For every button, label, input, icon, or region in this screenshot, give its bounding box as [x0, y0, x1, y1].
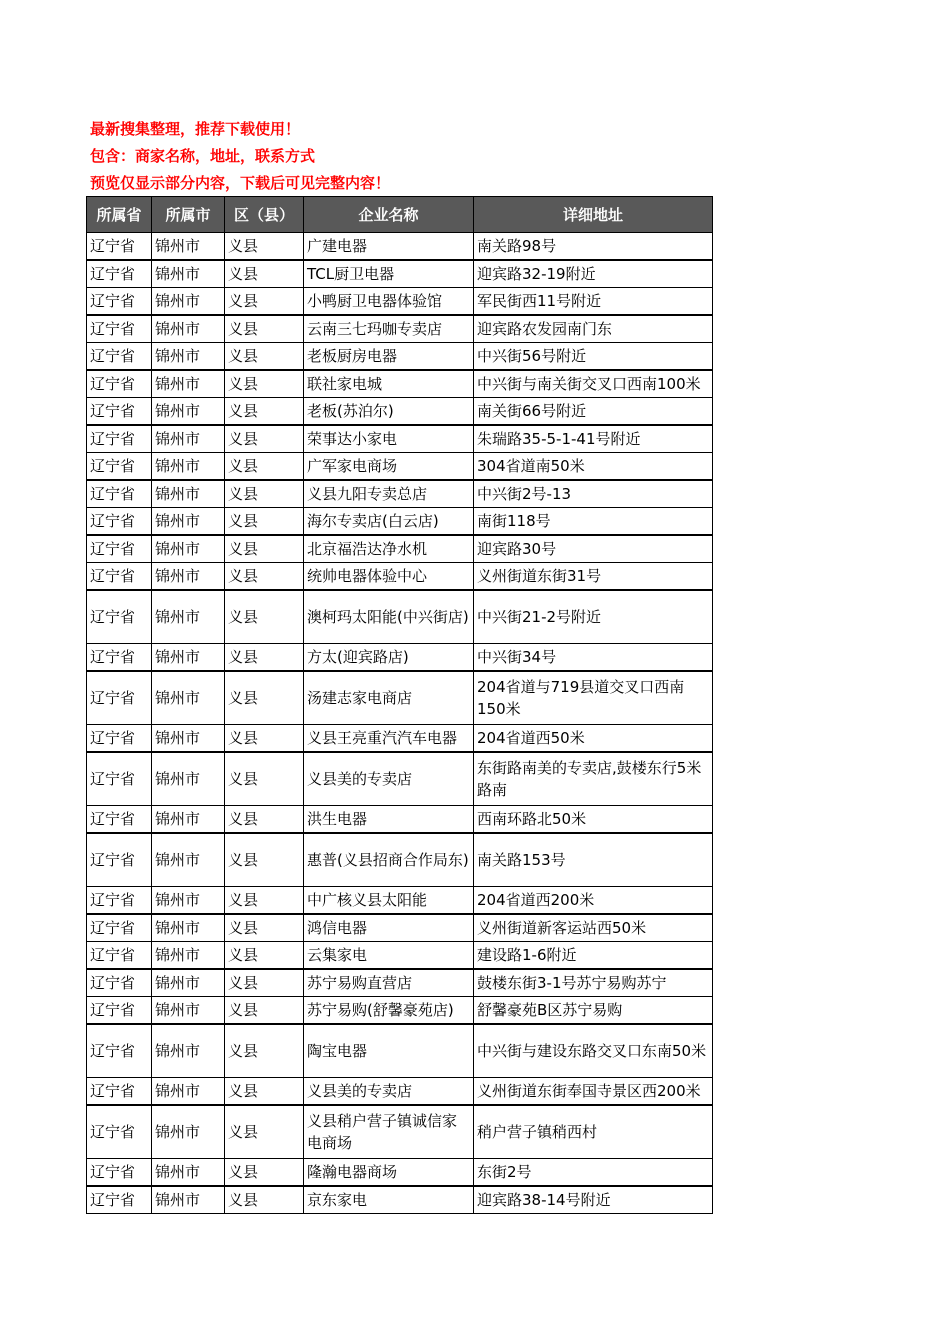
cell-address: 舒馨豪苑B区苏宁易购	[474, 997, 713, 1025]
table-header-row	[87, 197, 713, 233]
cell-address: 中兴街与南关街交叉口西南100米	[474, 370, 713, 398]
cell-city: 锦州市	[152, 288, 225, 316]
cell-district: 义县	[225, 671, 304, 725]
cell-province: 辽宁省	[87, 1105, 152, 1159]
cell-district: 义县	[225, 997, 304, 1025]
cell-province: 辽宁省	[87, 887, 152, 915]
header-company-name: 企业名称	[304, 197, 474, 233]
cell-district: 义县	[225, 480, 304, 508]
cell-company-name: 义县九阳专卖总店	[304, 480, 474, 508]
cell-province: 辽宁省	[87, 725, 152, 753]
cell-city: 锦州市	[152, 233, 225, 261]
cell-province: 辽宁省	[87, 942, 152, 970]
cell-company-name: 荣事达小家电	[304, 425, 474, 453]
cell-province: 辽宁省	[87, 535, 152, 563]
cell-address: 南关路98号	[474, 233, 713, 261]
cell-province: 辽宁省	[87, 1159, 152, 1187]
cell-province: 辽宁省	[87, 914, 152, 942]
table-row	[87, 1105, 713, 1159]
cell-district: 义县	[225, 1159, 304, 1187]
cell-company-name: 义县美的专卖店	[304, 1078, 474, 1106]
cell-address: 义州街道新客运站西50米	[474, 914, 713, 942]
cell-district: 义县	[225, 535, 304, 563]
cell-city: 锦州市	[152, 590, 225, 644]
table-row	[87, 398, 713, 426]
cell-province: 辽宁省	[87, 260, 152, 288]
notice-line-3: 预览仅显示部分内容，下载后可见完整内容！	[90, 174, 391, 192]
cell-district: 义县	[225, 725, 304, 753]
cell-province: 辽宁省	[87, 508, 152, 536]
cell-province: 辽宁省	[87, 480, 152, 508]
table-row	[87, 233, 713, 261]
cell-address: 南关街66号附近	[474, 398, 713, 426]
cell-company-name: 联社家电城	[304, 370, 474, 398]
cell-district: 义县	[225, 398, 304, 426]
table-row	[87, 725, 713, 753]
cell-address: 南关路153号	[474, 833, 713, 887]
cell-district: 义县	[225, 1105, 304, 1159]
cell-district: 义县	[225, 942, 304, 970]
table-row	[87, 343, 713, 371]
cell-province: 辽宁省	[87, 833, 152, 887]
cell-company-name: 澳柯玛太阳能(中兴街店)	[304, 590, 474, 644]
cell-company-name: 云南三七玛咖专卖店	[304, 315, 474, 343]
cell-district: 义县	[225, 288, 304, 316]
cell-company-name: 隆瀚电器商场	[304, 1159, 474, 1187]
table-row	[87, 1024, 713, 1078]
cell-province: 辽宁省	[87, 425, 152, 453]
cell-city: 锦州市	[152, 398, 225, 426]
cell-address: 中兴街2号-13	[474, 480, 713, 508]
header-city: 所属市	[152, 197, 225, 233]
cell-city: 锦州市	[152, 725, 225, 753]
cell-province: 辽宁省	[87, 398, 152, 426]
cell-province: 辽宁省	[87, 969, 152, 997]
cell-address: 义州街道东街奉国寺景区西200米	[474, 1078, 713, 1106]
cell-city: 锦州市	[152, 997, 225, 1025]
cell-address: 中兴街34号	[474, 644, 713, 672]
cell-province: 辽宁省	[87, 563, 152, 591]
cell-city: 锦州市	[152, 1159, 225, 1187]
table-row	[87, 590, 713, 644]
cell-district: 义县	[225, 233, 304, 261]
table-row	[87, 997, 713, 1025]
table-row	[87, 752, 713, 806]
cell-company-name: 鸿信电器	[304, 914, 474, 942]
cell-district: 义县	[225, 1024, 304, 1078]
cell-city: 锦州市	[152, 914, 225, 942]
cell-district: 义县	[225, 914, 304, 942]
cell-district: 义县	[225, 343, 304, 371]
cell-company-name: 义县稍户营子镇诚信家电商场	[304, 1105, 474, 1159]
cell-district: 义县	[225, 806, 304, 834]
cell-company-name: TCL厨卫电器	[304, 260, 474, 288]
cell-company-name: 义县王亮重汽汽车电器	[304, 725, 474, 753]
cell-province: 辽宁省	[87, 997, 152, 1025]
cell-city: 锦州市	[152, 671, 225, 725]
table-body	[87, 233, 713, 1214]
cell-company-name: 京东家电	[304, 1186, 474, 1214]
cell-company-name: 苏宁易购(舒馨豪苑店)	[304, 997, 474, 1025]
cell-district: 义县	[225, 315, 304, 343]
table-row	[87, 969, 713, 997]
cell-district: 义县	[225, 1078, 304, 1106]
table-row	[87, 508, 713, 536]
cell-city: 锦州市	[152, 1105, 225, 1159]
cell-address: 迎宾路38-14号附近	[474, 1186, 713, 1214]
cell-city: 锦州市	[152, 480, 225, 508]
cell-city: 锦州市	[152, 887, 225, 915]
table-row	[87, 914, 713, 942]
cell-district: 义县	[225, 752, 304, 806]
cell-district: 义县	[225, 425, 304, 453]
cell-district: 义县	[225, 563, 304, 591]
cell-address: 西南环路北50米	[474, 806, 713, 834]
cell-city: 锦州市	[152, 969, 225, 997]
cell-company-name: 汤建志家电商店	[304, 671, 474, 725]
cell-address: 204省道西50米	[474, 725, 713, 753]
download-notice	[90, 116, 390, 197]
cell-company-name: 陶宝电器	[304, 1024, 474, 1078]
table-row	[87, 1078, 713, 1106]
table-row	[87, 315, 713, 343]
cell-address: 鼓楼东街3-1号苏宁易购苏宁	[474, 969, 713, 997]
cell-city: 锦州市	[152, 535, 225, 563]
cell-province: 辽宁省	[87, 370, 152, 398]
cell-district: 义县	[225, 644, 304, 672]
table-row	[87, 480, 713, 508]
cell-city: 锦州市	[152, 315, 225, 343]
cell-district: 义县	[225, 590, 304, 644]
cell-city: 锦州市	[152, 260, 225, 288]
cell-city: 锦州市	[152, 425, 225, 453]
cell-company-name: 苏宁易购直营店	[304, 969, 474, 997]
cell-city: 锦州市	[152, 508, 225, 536]
cell-address: 304省道南50米	[474, 453, 713, 481]
cell-province: 辽宁省	[87, 752, 152, 806]
cell-city: 锦州市	[152, 942, 225, 970]
cell-province: 辽宁省	[87, 671, 152, 725]
cell-province: 辽宁省	[87, 1186, 152, 1214]
cell-city: 锦州市	[152, 370, 225, 398]
table-row	[87, 288, 713, 316]
cell-address: 义州街道东街31号	[474, 563, 713, 591]
cell-city: 锦州市	[152, 806, 225, 834]
cell-address: 迎宾路32-19附近	[474, 260, 713, 288]
cell-district: 义县	[225, 1186, 304, 1214]
table-row	[87, 425, 713, 453]
cell-company-name: 洪生电器	[304, 806, 474, 834]
notice-line-2: 包含：商家名称，地址，联系方式	[90, 147, 316, 165]
table-row	[87, 370, 713, 398]
cell-company-name: 中广核义县太阳能	[304, 887, 474, 915]
table-row	[87, 1159, 713, 1187]
table-row	[87, 806, 713, 834]
cell-company-name: 老板(苏泊尔)	[304, 398, 474, 426]
cell-company-name: 惠普(义县招商合作局东)	[304, 833, 474, 887]
table-row	[87, 563, 713, 591]
cell-city: 锦州市	[152, 833, 225, 887]
cell-address: 建设路1-6附近	[474, 942, 713, 970]
table-row	[87, 260, 713, 288]
cell-address: 稍户营子镇稍西村	[474, 1105, 713, 1159]
cell-district: 义县	[225, 887, 304, 915]
cell-province: 辽宁省	[87, 233, 152, 261]
table-row	[87, 644, 713, 672]
cell-city: 锦州市	[152, 343, 225, 371]
merchant-table	[86, 196, 713, 1214]
cell-company-name: 广军家电商场	[304, 453, 474, 481]
table-row	[87, 453, 713, 481]
cell-province: 辽宁省	[87, 288, 152, 316]
cell-company-name: 北京福浩达净水机	[304, 535, 474, 563]
cell-province: 辽宁省	[87, 806, 152, 834]
cell-address: 中兴街与建设东路交叉口东南50米	[474, 1024, 713, 1078]
cell-province: 辽宁省	[87, 453, 152, 481]
cell-province: 辽宁省	[87, 1078, 152, 1106]
cell-address: 东街2号	[474, 1159, 713, 1187]
cell-address: 军民街西11号附近	[474, 288, 713, 316]
cell-company-name: 云集家电	[304, 942, 474, 970]
cell-address: 204省道与719县道交叉口西南150米	[474, 671, 713, 725]
cell-district: 义县	[225, 453, 304, 481]
cell-address: 中兴街56号附近	[474, 343, 713, 371]
cell-company-name: 方太(迎宾路店)	[304, 644, 474, 672]
notice-line-1: 最新搜集整理，推荐下载使用！	[90, 120, 301, 138]
cell-company-name: 海尔专卖店(白云店)	[304, 508, 474, 536]
cell-address: 东街路南美的专卖店,鼓楼东行5米路南	[474, 752, 713, 806]
cell-city: 锦州市	[152, 1186, 225, 1214]
cell-company-name: 广建电器	[304, 233, 474, 261]
cell-city: 锦州市	[152, 563, 225, 591]
table-row	[87, 942, 713, 970]
cell-address: 中兴街21-2号附近	[474, 590, 713, 644]
table-row	[87, 887, 713, 915]
header-district: 区（县）	[225, 197, 304, 233]
cell-province: 辽宁省	[87, 1024, 152, 1078]
cell-address: 迎宾路30号	[474, 535, 713, 563]
header-address: 详细地址	[474, 197, 713, 233]
cell-province: 辽宁省	[87, 590, 152, 644]
cell-province: 辽宁省	[87, 343, 152, 371]
cell-address: 南街118号	[474, 508, 713, 536]
header-province: 所属省	[87, 197, 152, 233]
cell-address: 迎宾路农发园南门东	[474, 315, 713, 343]
cell-province: 辽宁省	[87, 644, 152, 672]
table-row	[87, 671, 713, 725]
cell-company-name: 统帅电器体验中心	[304, 563, 474, 591]
table-row	[87, 833, 713, 887]
cell-address: 朱瑞路35-5-1-41号附近	[474, 425, 713, 453]
cell-company-name: 小鸭厨卫电器体验馆	[304, 288, 474, 316]
cell-district: 义县	[225, 508, 304, 536]
table-row	[87, 1186, 713, 1214]
cell-address: 204省道西200米	[474, 887, 713, 915]
cell-city: 锦州市	[152, 752, 225, 806]
cell-district: 义县	[225, 370, 304, 398]
cell-city: 锦州市	[152, 644, 225, 672]
cell-city: 锦州市	[152, 453, 225, 481]
cell-company-name: 老板厨房电器	[304, 343, 474, 371]
cell-province: 辽宁省	[87, 315, 152, 343]
cell-city: 锦州市	[152, 1078, 225, 1106]
cell-district: 义县	[225, 833, 304, 887]
cell-district: 义县	[225, 260, 304, 288]
cell-city: 锦州市	[152, 1024, 225, 1078]
table-row	[87, 535, 713, 563]
cell-district: 义县	[225, 969, 304, 997]
cell-company-name: 义县美的专卖店	[304, 752, 474, 806]
